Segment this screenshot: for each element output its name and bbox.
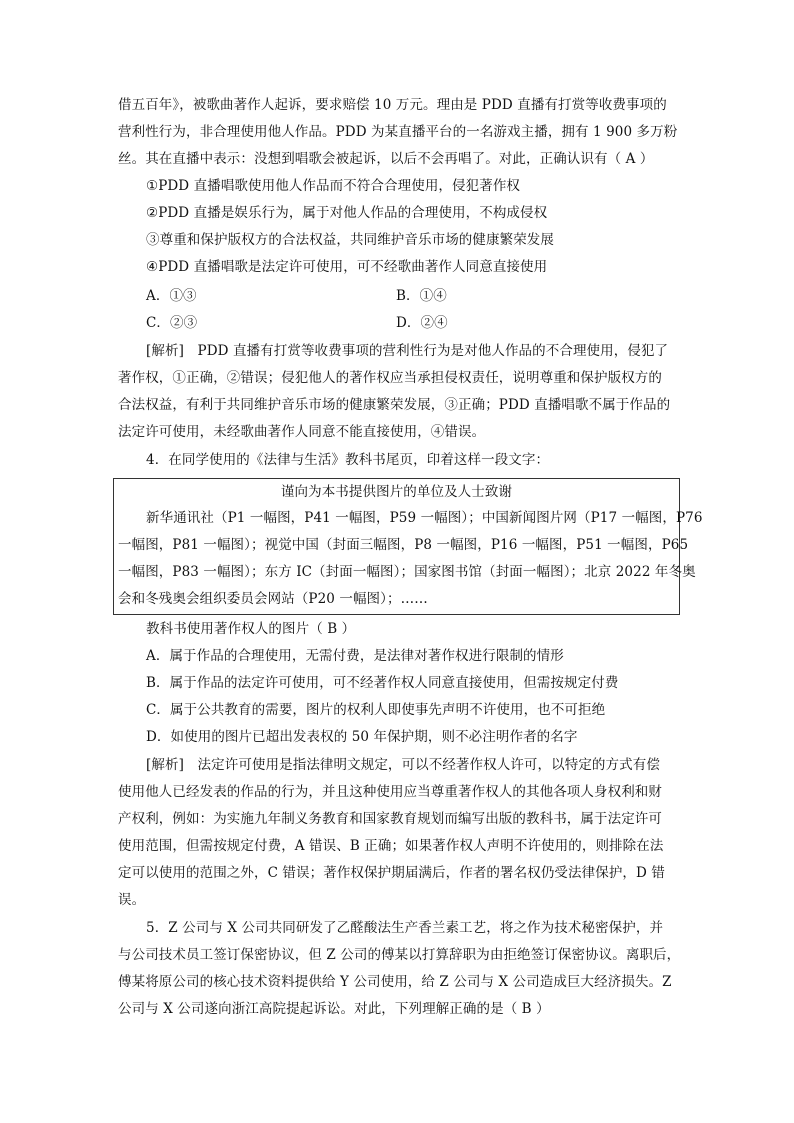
acknowledgement-title: 谨向为本书提供图片的单位及人士致谢 [280, 484, 513, 500]
acknowledgement-line: 一幅图，P81 一幅图）；视觉中国（封面三幅图，P8 一幅图，P16 一幅图，P51 一幅图，P65 [118, 537, 689, 553]
q5-stem-line: 与公司技术员工签订保密协议，但 Z 公司的傅某以打算辞职为由拒绝签订保密协议。离职后， [118, 947, 681, 963]
q4-analysis-line: 误。 [118, 892, 146, 908]
q3-stem-line: 借五百年》，被歌曲著作人起诉，要求赔偿 10 万元。理由是 PDD 直播有打赏等收费事项的 [118, 97, 667, 113]
q3-option-c: C．②③ [146, 315, 198, 331]
q5-stem-line: 5．Z 公司与 X 公司共同研发了乙醛酸法生产香兰素工艺，将之作为技术秘密保护，并 [146, 920, 664, 936]
q3-stem-line: 营利性行为，非合理使用他人作品。PDD 为某直播平台的一名游戏主播，拥有 1 900 多万粉 [118, 124, 678, 140]
q3-option-d: D．②④ [396, 315, 448, 331]
q4-option: B．属于作品的法定许可使用，可不经著作权人同意直接使用，但需按规定付费 [146, 675, 619, 691]
q3-statement: ③尊重和保护版权方的合法权益，共同维护音乐市场的健康繁荣发展 [146, 232, 554, 248]
q4-analysis-line: 使用他人已经发表的作品的行为，并且这种使用应当尊重著作权人的其他各项人身权利和财 [118, 784, 662, 800]
q3-analysis-line: [解析] PDD 直播有打赏等收费事项的营利性行为是对他人作品的不合理使用，侵犯了 [146, 343, 669, 359]
q3-option-b: B．①④ [396, 288, 447, 304]
acknowledgement-line: 新华通讯社（P1 一幅图，P41 一幅图，P59 一幅图）；中国新闻图片网（P17 一幅图，P76 [146, 510, 703, 526]
q5-stem-line: 公司与 X 公司遂向浙江高院提起诉讼。对此，下列理解正确的是（ B ） [118, 1001, 550, 1017]
q4-analysis-line: 产权利，例如：为实施九年制义务教育和国家教育规划而编写出版的教科书，属于法定许可 [118, 811, 662, 827]
q3-statement: ①PDD 直播唱歌使用他人作品而不符合合理使用，侵犯著作权 [146, 178, 521, 194]
q3-analysis-line: 合法权益，有利于共同维护音乐市场的健康繁荣发展，③正确；PDD 直播唱歌不属于作品的 [118, 397, 671, 413]
q4-option: C．属于公共教育的需要，图片的权利人即使事先声明不许使用，也不可拒绝 [146, 702, 606, 718]
q4-analysis-line: [解析] 法定许可使用是指法律明文规定，可以不经著作权人许可，以特定的方式有偿 [146, 757, 660, 773]
q3-statement: ②PDD 直播是娱乐行为，属于对他人作品的合理使用，不构成侵权 [146, 205, 548, 221]
q4-analysis-line: 定可以使用的范围之外，C 错误；著作权保护期届满后，作者的署名权仍受法律保护，D 错 [118, 865, 665, 881]
q4-option: D．如使用的图片已超出发表权的 50 年保护期，则不必注明作者的名字 [146, 729, 578, 745]
q4-option: A．属于作品的合理使用，无需付费，是法律对著作权进行限制的情形 [146, 648, 564, 664]
q3-statement: ④PDD 直播唱歌是法定许可使用，可不经歌曲著作人同意直接使用 [146, 259, 548, 275]
q4-stem: 4．在同学使用的《法律与生活》教科书尾页，印着这样一段文字： [146, 452, 550, 468]
q3-option-a: A．①③ [146, 288, 197, 304]
q4-analysis-line: 使用范围，但需按规定付费，A 错误、B 正确；如果著作权人声明不许使用的，则排除在法 [118, 838, 664, 854]
q4-question: 教科书使用著作权人的图片（ B ） [146, 621, 356, 637]
acknowledgement-line: 一幅图，P83 一幅图）；东方 IC（封面一幅图）；国家图书馆（封面一幅图）；北京 2022 年冬奥 [118, 564, 696, 580]
q3-analysis-line: 法定许可使用，未经歌曲著作人同意不能直接使用，④错误。 [118, 424, 486, 440]
q3-analysis-line: 著作权，①正确，②错误；侵犯他人的著作权应当承担侵权责任，说明尊重和保护版权方的 [118, 370, 662, 386]
acknowledgement-line: 会和冬残奥会组织委员会网站（P20 一幅图）；…… [118, 591, 428, 607]
q3-stem-line: 丝。其在直播中表示：没想到唱歌会被起诉，以后不会再唱了。对此，正确认识有（ A ） [118, 151, 654, 167]
q5-stem-line: 傅某将原公司的核心技术资料提供给 Y 公司使用，给 Z 公司与 X 公司造成巨大经济损失。Z [118, 974, 672, 990]
